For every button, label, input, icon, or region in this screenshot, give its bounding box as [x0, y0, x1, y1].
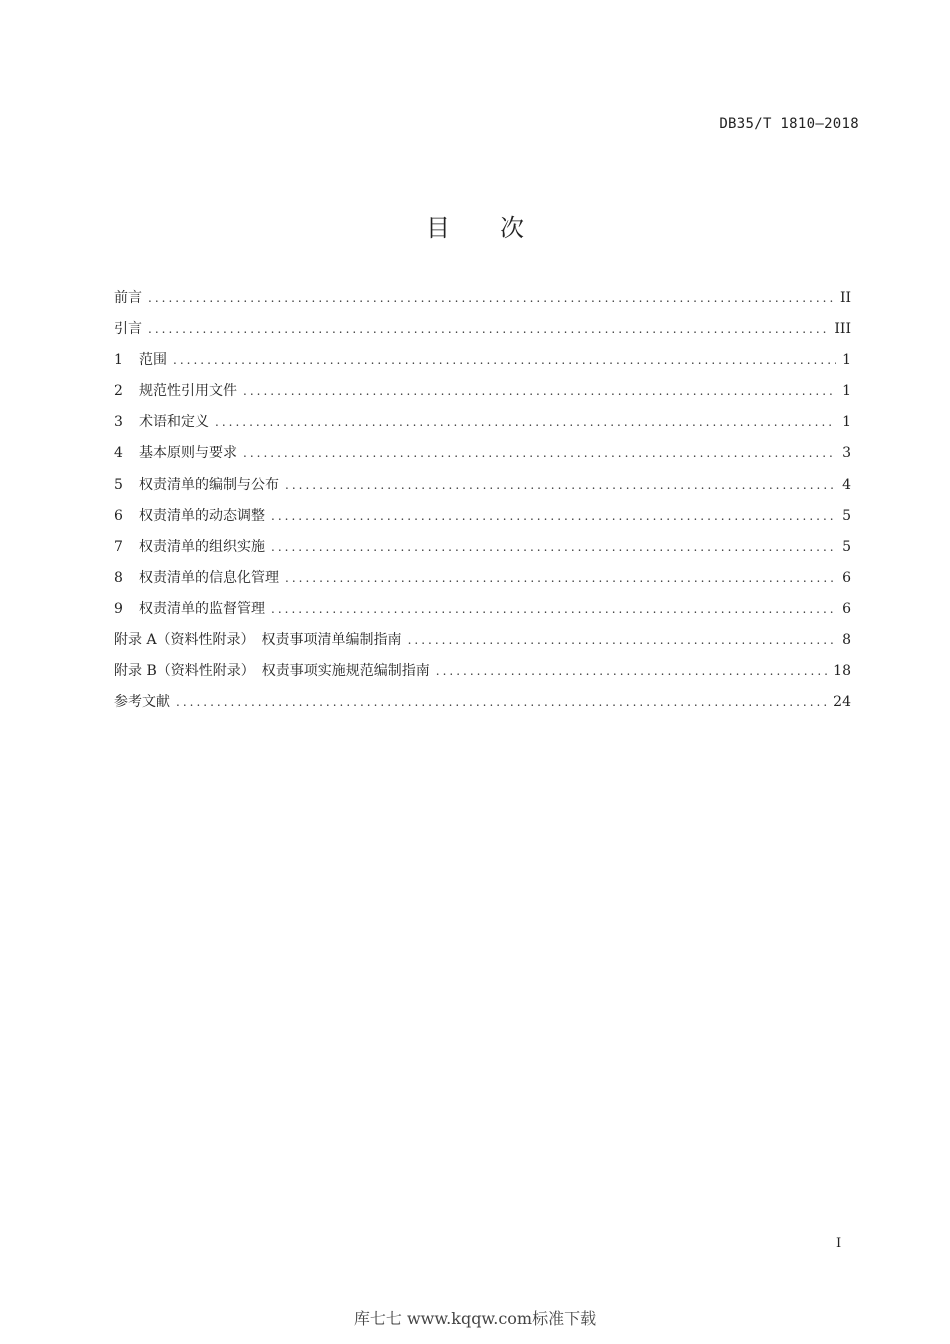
- toc-entry-page: II: [839, 290, 851, 306]
- toc-entry-page: 6: [842, 569, 851, 586]
- toc-entry-page: 5: [842, 538, 851, 555]
- toc-dot-leader: [148, 291, 834, 305]
- toc-entry-number: 7: [114, 538, 123, 555]
- toc-entry[interactable]: [114, 349, 851, 380]
- toc-entry-text: 附录 B（资料性附录） 权责事项实施规范编制指南: [114, 663, 430, 680]
- toc-entry-label: [114, 536, 265, 556]
- toc-entry[interactable]: [114, 691, 851, 722]
- toc-entry-text: 权责清单的组织实施: [139, 538, 265, 555]
- table-of-contents: [114, 287, 851, 722]
- toc-dot-leader: [285, 478, 836, 492]
- toc-entry-page: 6: [842, 600, 851, 617]
- toc-entry[interactable]: [114, 411, 851, 442]
- toc-entry-text: 参考文献: [114, 694, 170, 711]
- toc-entry-page: 4: [842, 476, 851, 493]
- toc-entry-label: [114, 318, 142, 338]
- toc-dot-leader: [176, 695, 827, 709]
- toc-entry-text: 权责清单的监督管理: [139, 600, 265, 617]
- toc-dot-leader: [148, 322, 828, 336]
- toc-entry-label: [114, 629, 402, 649]
- toc-entry[interactable]: [114, 536, 851, 567]
- toc-entry-number: 2: [114, 383, 123, 400]
- toc-entry-number: 5: [114, 476, 123, 493]
- toc-entry-text: 引言: [114, 321, 142, 338]
- toc-entry-page: 5: [842, 507, 851, 524]
- toc-entry-number: 9: [114, 600, 123, 617]
- toc-entry-page: 24: [833, 694, 851, 711]
- toc-title: [0, 208, 950, 243]
- toc-entry-text: 术语和定义: [139, 414, 209, 431]
- toc-entry-number: 6: [114, 507, 123, 524]
- toc-entry-page: III: [834, 321, 851, 338]
- toc-entry-number: 1: [114, 352, 123, 369]
- document-code: DB35/T 1810—2018: [719, 116, 859, 132]
- toc-entry-page: 3: [842, 445, 851, 462]
- toc-entry[interactable]: [114, 380, 851, 411]
- toc-entry[interactable]: [114, 474, 851, 505]
- toc-dot-leader: [243, 384, 836, 398]
- toc-entry[interactable]: [114, 567, 851, 598]
- toc-dot-leader: [173, 353, 836, 367]
- toc-entry-number: 4: [114, 445, 123, 462]
- toc-entry-label: [114, 660, 430, 680]
- toc-dot-leader: [271, 540, 836, 554]
- toc-entry-text: 规范性引用文件: [139, 383, 237, 400]
- toc-entry-number: 3: [114, 414, 123, 431]
- toc-entry-label: [114, 349, 167, 369]
- toc-entry[interactable]: [114, 629, 851, 660]
- toc-entry-page: 1: [842, 414, 851, 431]
- toc-title-char-1: 目: [426, 214, 450, 242]
- page-number: I: [836, 1236, 842, 1251]
- toc-entry-text: 基本原则与要求: [139, 445, 237, 462]
- toc-entry-label: [114, 505, 265, 525]
- toc-dot-leader: [408, 633, 837, 647]
- toc-entry-text: 范围: [139, 352, 167, 369]
- toc-entry-text: 权责清单的信息化管理: [139, 569, 279, 586]
- watermark: 库七七 www.kqqw.com标准下载: [353, 1309, 597, 1328]
- toc-entry-label: [114, 598, 265, 618]
- toc-dot-leader: [271, 509, 836, 523]
- toc-entry-text: 权责清单的动态调整: [139, 507, 265, 524]
- toc-entry-page: 8: [842, 632, 851, 649]
- toc-dot-leader: [215, 415, 836, 429]
- toc-entry-text: 附录 A（资料性附录） 权责事项清单编制指南: [114, 632, 402, 649]
- toc-entry-label: [114, 287, 142, 307]
- toc-title-char-2: 次: [500, 214, 524, 242]
- toc-entry[interactable]: [114, 660, 851, 691]
- toc-entry-text: 前言: [114, 290, 142, 306]
- toc-entry-text: 权责清单的编制与公布: [139, 476, 279, 493]
- toc-entry-page: 1: [842, 352, 851, 369]
- toc-entry-label: [114, 567, 279, 587]
- toc-entry-label: [114, 442, 237, 462]
- toc-entry-page: 1: [842, 383, 851, 400]
- toc-dot-leader: [285, 571, 836, 585]
- toc-entry-label: [114, 380, 237, 400]
- toc-entry[interactable]: [114, 318, 851, 349]
- toc-entry[interactable]: [114, 505, 851, 536]
- toc-entry[interactable]: [114, 287, 851, 318]
- toc-dot-leader: [243, 446, 836, 460]
- toc-entry-page: 18: [833, 663, 851, 680]
- toc-entry-label: [114, 691, 170, 711]
- toc-dot-leader: [436, 664, 827, 678]
- toc-entry-label: [114, 474, 279, 494]
- toc-entry[interactable]: [114, 598, 851, 629]
- toc-entry-number: 8: [114, 569, 123, 586]
- toc-entry-label: [114, 411, 209, 431]
- toc-dot-leader: [271, 602, 836, 616]
- toc-entry[interactable]: [114, 442, 851, 473]
